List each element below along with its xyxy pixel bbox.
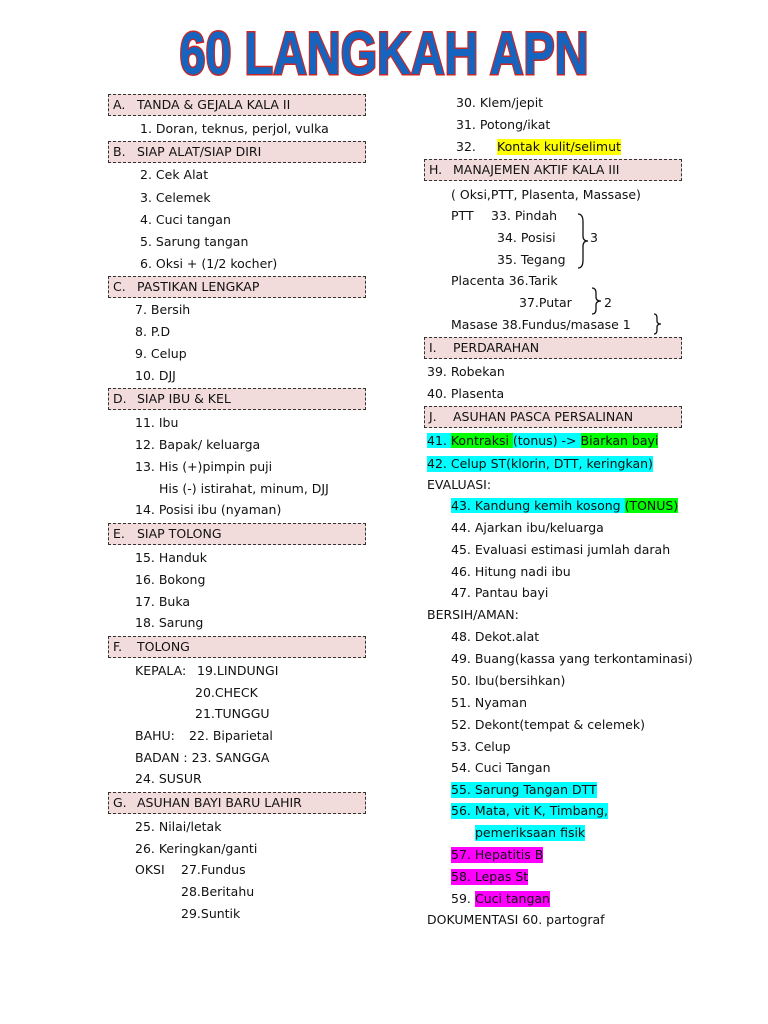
step-14: 14. Posisi ibu (nyaman) bbox=[135, 502, 282, 517]
section-title: PERDARAHAN bbox=[453, 340, 540, 355]
step-35: 35. Tegang bbox=[497, 252, 566, 267]
step-32: Kontak kulit/selimut bbox=[497, 139, 621, 154]
step-29: 29.Suntik bbox=[181, 906, 241, 921]
step-47: 47. Pantau bayi bbox=[451, 585, 549, 600]
section-header-a bbox=[108, 94, 366, 116]
section-title: ASUHAN PASCA PERSALINAN bbox=[453, 409, 634, 424]
section-letter: D. bbox=[113, 391, 127, 406]
brace-ptt-icon bbox=[576, 212, 590, 270]
step-18: 18. Sarung bbox=[135, 615, 204, 630]
step-42: 42. Celup ST(klorin, DTT, keringkan) bbox=[427, 456, 653, 471]
step-39: 39. Robekan bbox=[427, 364, 505, 379]
ptt-count: 3 bbox=[590, 230, 598, 245]
section-title: SIAP IBU & KEL bbox=[137, 391, 231, 406]
page-title bbox=[0, 16, 768, 86]
step-44: 44. Ajarkan ibu/keluarga bbox=[451, 520, 604, 535]
step-58: 58. Lepas St bbox=[451, 869, 529, 884]
step-16: 16. Bokong bbox=[135, 572, 206, 587]
step-56-cont: pemeriksaan fisik bbox=[475, 825, 586, 840]
brace-masase-icon bbox=[652, 313, 664, 335]
section-letter: B. bbox=[113, 144, 126, 159]
title-text: 60 LANGKAH APN bbox=[179, 20, 589, 86]
step-13-alt: His (-) istirahat, minum, DJJ bbox=[159, 481, 329, 496]
section-letter: I. bbox=[429, 340, 437, 355]
step-46: 46. Hitung nadi ibu bbox=[451, 564, 571, 579]
step-41-kontraksi: Kontraksi bbox=[450, 433, 513, 448]
step-43 bbox=[451, 498, 678, 514]
placenta-step-36: Placenta 36.Tarik bbox=[451, 273, 558, 288]
step-51: 51. Nyaman bbox=[451, 695, 528, 710]
step-10: 10. DJJ bbox=[135, 368, 176, 383]
section-header-f bbox=[108, 636, 366, 658]
section-letter: G. bbox=[113, 795, 127, 810]
step-53: 53. Celup bbox=[451, 739, 511, 754]
ptt-label: PTT bbox=[451, 208, 474, 223]
section-header-e bbox=[108, 523, 366, 545]
step-56: 56. Mata, vit K, Timbang, bbox=[451, 803, 609, 818]
step-34: 34. Posisi bbox=[497, 230, 556, 245]
step-24: 24. SUSUR bbox=[135, 771, 202, 786]
section-title: PASTIKAN LENGKAP bbox=[137, 279, 260, 294]
step-30: 30. Klem/jepit bbox=[456, 95, 544, 110]
step-60-dokumentasi: DOKUMENTASI 60. partograf bbox=[427, 912, 605, 927]
section-letter: J. bbox=[429, 409, 437, 424]
masase-step-38: Masase 38.Fundus/masase 1 bbox=[451, 317, 631, 332]
step-59: Cuci tangan bbox=[475, 891, 550, 906]
section-letter: A. bbox=[113, 97, 126, 112]
section-title: ASUHAN BAYI BARU LAHIR bbox=[137, 795, 302, 810]
step-50: 50. Ibu(bersihkan) bbox=[451, 673, 566, 688]
step-9: 9. Celup bbox=[135, 346, 187, 361]
oksi-label: OKSI bbox=[135, 862, 165, 877]
section-header-i bbox=[424, 337, 682, 359]
step-23: BADAN : 23. SANGGA bbox=[135, 750, 270, 765]
step-40: 40. Plasenta bbox=[427, 386, 505, 401]
step-13: 13. His (+)pimpin puji bbox=[135, 459, 273, 474]
step-31: 31. Potong/ikat bbox=[456, 117, 551, 132]
step-41-tonus: (tonus) -> bbox=[512, 433, 581, 448]
step-15: 15. Handuk bbox=[135, 550, 207, 565]
step-20: 20.CHECK bbox=[195, 685, 258, 700]
section-title: TANDA & GEJALA KALA II bbox=[137, 97, 291, 112]
section-header-b bbox=[108, 141, 366, 163]
step-43-tonus: (TONUS) bbox=[624, 498, 679, 513]
step-22: 22. Biparietal bbox=[189, 728, 273, 743]
step-41-number: 41. bbox=[427, 433, 451, 448]
step-43-text: 43. Kandung kemih kosong bbox=[451, 498, 625, 513]
placenta-count: 2 bbox=[604, 295, 612, 310]
step-54: 54. Cuci Tangan bbox=[451, 760, 551, 775]
step-27: 27.Fundus bbox=[181, 862, 246, 877]
section-header-h bbox=[424, 159, 682, 181]
section-header-d bbox=[108, 388, 366, 410]
step-21: 21.TUNGGU bbox=[195, 706, 270, 721]
step-11: 11. Ibu bbox=[135, 415, 179, 430]
step-37: 37.Putar bbox=[519, 295, 572, 310]
step-6: 6. Oksi + (1/2 kocher) bbox=[140, 256, 278, 271]
step-28: 28.Beritahu bbox=[181, 884, 255, 899]
step-17: 17. Buka bbox=[135, 594, 191, 609]
step-26: 26. Keringkan/ganti bbox=[135, 841, 258, 856]
step-25: 25. Nilai/letak bbox=[135, 819, 222, 834]
section-title: SIAP TOLONG bbox=[137, 526, 222, 541]
step-19: 19.LINDUNGI bbox=[197, 663, 279, 678]
section-title: SIAP ALAT/SIAP DIRI bbox=[137, 144, 262, 159]
bersih-label: BERSIH/AMAN: bbox=[427, 607, 519, 622]
kepala-label: KEPALA: bbox=[135, 663, 187, 678]
step-33: 33. Pindah bbox=[491, 208, 558, 223]
section-header-c bbox=[108, 276, 366, 298]
step-45: 45. Evaluasi estimasi jumlah darah bbox=[451, 542, 671, 557]
section-letter: H. bbox=[429, 162, 443, 177]
step-55: 55. Sarung Tangan DTT bbox=[451, 782, 597, 797]
step-41 bbox=[427, 433, 658, 449]
step-57: 57. Hepatitis B bbox=[451, 847, 544, 862]
section-letter: F. bbox=[113, 639, 123, 654]
brace-placenta-icon bbox=[590, 286, 604, 316]
step-8: 8. P.D bbox=[135, 324, 171, 339]
step-2: 2. Cek Alat bbox=[140, 167, 209, 182]
step-48: 48. Dekot.alat bbox=[451, 629, 540, 644]
section-letter: E. bbox=[113, 526, 125, 541]
section-header-j bbox=[424, 406, 682, 428]
step-3: 3. Celemek bbox=[140, 190, 211, 205]
evaluasi-label: EVALUASI: bbox=[427, 477, 492, 492]
bahu-label: BAHU: bbox=[135, 728, 175, 743]
step-41-biarkan: Biarkan bayi bbox=[580, 433, 659, 448]
section-letter: C. bbox=[113, 279, 126, 294]
step-49: 49. Buang(kassa yang terkontaminasi) bbox=[451, 651, 693, 666]
step-5: 5. Sarung tangan bbox=[140, 234, 249, 249]
step-52: 52. Dekont(tempat & celemek) bbox=[451, 717, 645, 732]
step-32-number: 32. bbox=[456, 139, 476, 154]
section-h-subtitle: ( Oksi,PTT, Plasenta, Massase) bbox=[451, 187, 641, 202]
step-1: 1. Doran, teknus, perjol, vulka bbox=[140, 121, 329, 136]
step-7: 7. Bersih bbox=[135, 302, 191, 317]
section-title: TOLONG bbox=[137, 639, 190, 654]
step-12: 12. Bapak/ keluarga bbox=[135, 437, 261, 452]
section-title: MANAJEMEN AKTIF KALA III bbox=[453, 162, 620, 177]
step-59-number: 59. bbox=[451, 891, 471, 906]
step-4: 4. Cuci tangan bbox=[140, 212, 231, 227]
section-header-g bbox=[108, 792, 366, 814]
